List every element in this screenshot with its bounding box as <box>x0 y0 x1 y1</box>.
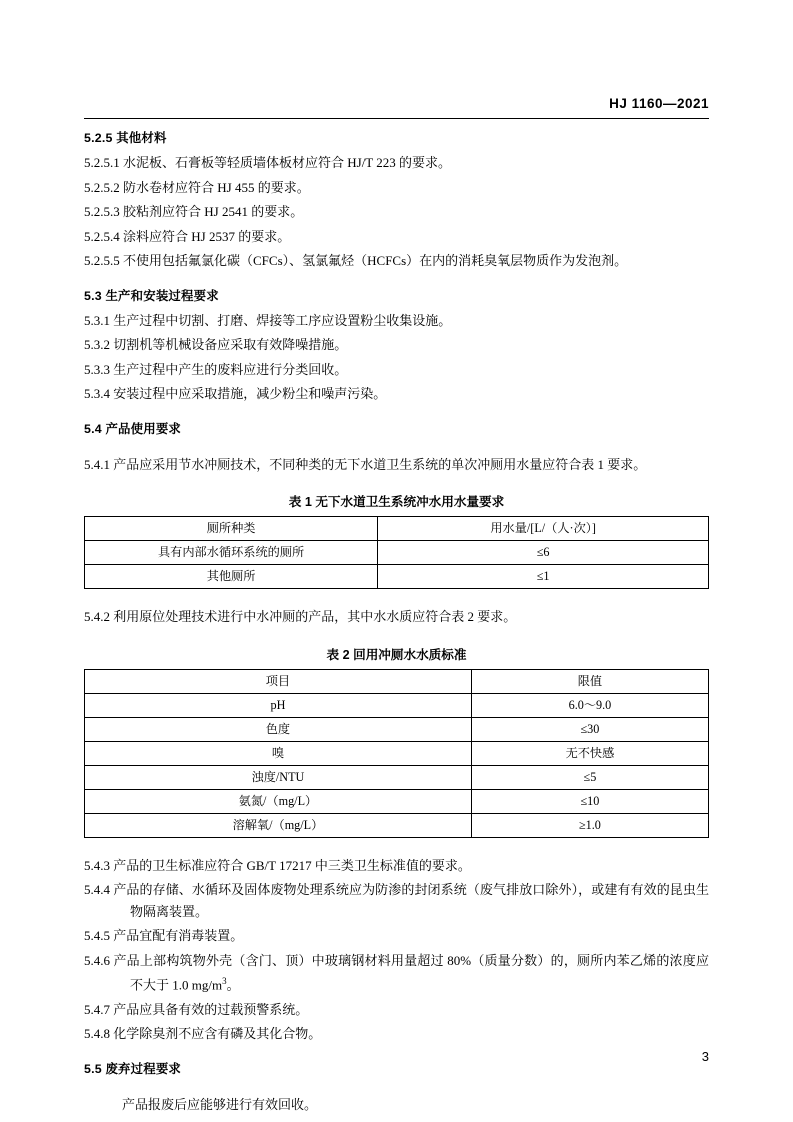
table-2-caption: 表 2 回用冲厕水水质标准 <box>326 647 467 662</box>
table-2-cell: 氨氮/（mg/L） <box>85 789 472 813</box>
clause-5-4-6 <box>84 950 709 996</box>
table-row <box>85 813 709 837</box>
table-2-cell: 色度 <box>85 717 472 741</box>
table-2 <box>84 669 709 838</box>
clause-5-5-body: 产品报废后应能够进行有效回收。 <box>122 1096 318 1112</box>
clause-5-4-6-text-a: 5.4.6 产品上部构筑物外壳（含门、顶）中玻璃钢材料用量超过 80%（质量分数）的，厕所内苯乙烯 <box>84 952 657 968</box>
table-2-header-cell: 限值 <box>471 669 708 693</box>
clause-5-2-5-5: 5.2.5.5 不使用包括氟氯化碳（CFCs）、氢氯氟烃（HCFCs）在内的消耗臭氧层物质作为发泡剂。 <box>84 253 628 268</box>
table-2-cell: ≤5 <box>471 765 708 789</box>
table-2-cell: pH <box>85 693 472 717</box>
table-2-cell: ≥1.0 <box>471 813 708 837</box>
table-1-header-cell: 用水量/[L/（人·次）] <box>378 517 709 541</box>
table-1-cell: 具有内部水循环系统的厕所 <box>85 541 378 565</box>
table-1-header-cell: 厕所种类 <box>85 517 378 541</box>
table-1 <box>84 516 709 589</box>
spacer <box>84 589 709 603</box>
clause-5-4-2: 5.4.2 利用原位处理技术进行中水冲厕的产品，其中水水质应符合表 2 要求。 <box>84 609 517 624</box>
table-row <box>85 765 709 789</box>
table-2-cell: 无不快感 <box>471 741 708 765</box>
table-1-caption: 表 1 无下水道卫生系统冲水用水量要求 <box>288 495 505 509</box>
spacer <box>84 1083 709 1091</box>
document-content <box>84 128 709 1118</box>
clause-5-4-6-text-b: 的浓度应不大于 1.0 mg/m <box>130 952 709 993</box>
table-2-cell: 6.0～9.0 <box>471 693 708 717</box>
clause-5-3-3: 5.3.3 生产过程中产生的废料应进行分类回收。 <box>84 361 348 377</box>
spacer <box>84 443 709 451</box>
section-heading-5-5: 5.5 废弃过程要求 <box>84 1061 182 1076</box>
clause-5-4-6-superscript: 3 <box>222 976 227 986</box>
table-2-header-cell: 项目 <box>85 669 472 693</box>
table-2-cell: 溶解氧/（mg/L） <box>85 813 472 837</box>
table-2-cell: 嗅 <box>85 741 472 765</box>
section-heading-5-2-5: 5.2.5 其他材料 <box>84 131 167 145</box>
table-row <box>85 741 709 765</box>
clause-5-4-7: 5.4.7 产品应具备有效的过载预警系统。 <box>84 1001 309 1017</box>
spacer <box>84 838 709 852</box>
table-header-row <box>85 669 709 693</box>
clause-5-3-1: 5.3.1 生产过程中切割、打磨、焊接等工序应设置粉尘收集设施。 <box>84 312 452 328</box>
clause-5-4-4: 5.4.4 产品的存储、水循环及固体废物处理系统应为防渗的封闭系统（废气排放口除外），或建有有效的昆虫生物隔离装置。 <box>84 882 709 919</box>
clause-5-3-4: 5.3.4 安装过程中应采取措施，减少粉尘和噪声污染。 <box>84 386 387 401</box>
table-row <box>85 717 709 741</box>
table-row <box>85 789 709 813</box>
clause-5-2-5-3: 5.2.5.3 胶粘剂应符合 HJ 2541 的要求。 <box>84 204 304 219</box>
clause-5-4-1: 5.4.1 产品应采用节水冲厕技术，不同种类的无下水道卫生系统的单次冲厕用水量应符合表 1 要求。 <box>84 456 647 472</box>
page-header-standard-id: HJ 1160—2021 <box>609 96 709 111</box>
clause-5-4-5: 5.4.5 产品宜配有消毒装置。 <box>84 928 244 943</box>
table-1-cell: ≤1 <box>378 565 709 589</box>
table-2-cell: ≤10 <box>471 789 708 813</box>
table-2-cell: 浊度/NTU <box>85 765 472 789</box>
section-heading-5-4: 5.4 产品使用要求 <box>84 421 182 436</box>
table-row <box>85 541 709 565</box>
table-header-row <box>85 517 709 541</box>
clause-5-4-3: 5.4.3 产品的卫生标准应符合 GB/T 17217 中三类卫生标准值的要求。 <box>84 857 471 873</box>
table-1-cell: 其他厕所 <box>85 565 378 589</box>
clause-5-2-5-2: 5.2.5.2 防水卷材应符合 HJ 455 的要求。 <box>84 179 310 195</box>
clause-5-2-5-1: 5.2.5.1 水泥板、石膏板等轻质墙体板材应符合 HJ/T 223 的要求。 <box>84 155 452 170</box>
table-1-cell: ≤6 <box>378 541 709 565</box>
header-divider <box>84 118 709 119</box>
table-row <box>85 693 709 717</box>
page-number: 3 <box>701 1049 709 1064</box>
table-2-cell: ≤30 <box>471 717 708 741</box>
clause-5-4-8: 5.4.8 化学除臭剂不应含有磷及其化合物。 <box>84 1026 322 1042</box>
clause-5-2-5-4: 5.2.5.4 涂料应符合 HJ 2537 的要求。 <box>84 228 291 244</box>
clause-5-4-6-text-c: 。 <box>226 977 240 993</box>
clause-5-3-2: 5.3.2 切割机等机械设备应采取有效降噪措施。 <box>84 337 348 352</box>
section-heading-5-3: 5.3 生产和安装过程要求 <box>84 288 219 303</box>
table-row <box>85 565 709 589</box>
